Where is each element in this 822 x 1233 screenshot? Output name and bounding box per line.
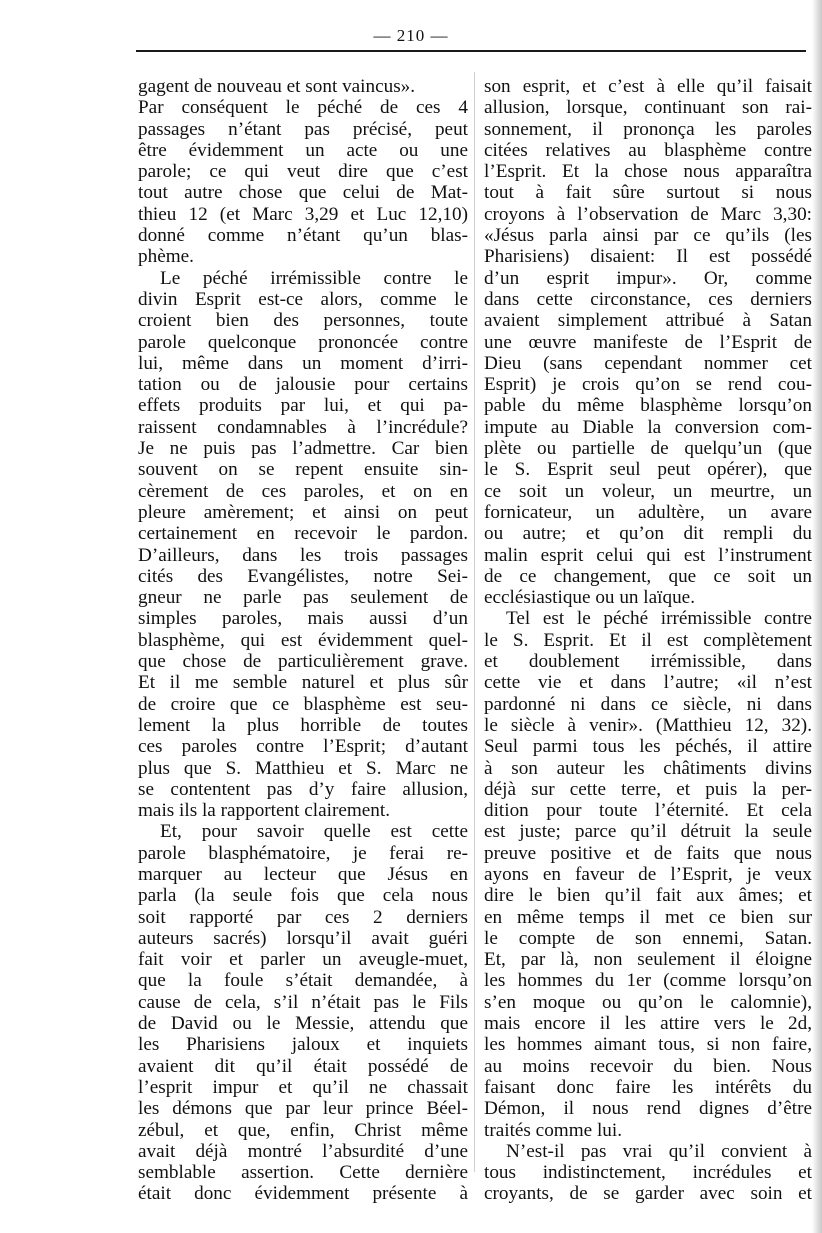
text-line: zébul, et que, enfin, Christ même — [138, 1119, 468, 1141]
text-line: auteurs sacrés) lorsqu’il avait guéri — [138, 927, 468, 949]
text-line: d’un esprit impur». Or, comme — [484, 267, 812, 289]
text-line: de croire que ce blasphème est seu- — [138, 693, 468, 715]
text-line: avaient simplement attribué à Satan — [484, 310, 812, 332]
text-line: passages n’étant pas précisé, peut — [138, 118, 468, 140]
text-line: le S. Esprit seul peut opérer), que — [484, 459, 812, 481]
text-line: tous indistinctement, incrédules et — [484, 1162, 812, 1184]
text-line: l’Esprit. Et la chose nous apparaîtra — [484, 161, 812, 183]
text-line: les Pharisiens jaloux et inquiets — [138, 1034, 468, 1056]
text-line: pable du même blasphème lorsqu’on — [484, 395, 812, 417]
text-line: Esprit) je crois qu’on se rend cou- — [484, 374, 812, 396]
text-line: citées relatives au blasphème contre — [484, 139, 812, 161]
text-line: tout autre chose que celui de Mat- — [138, 182, 468, 204]
text-line: dition pour toute l’éternité. Et cela — [484, 800, 812, 822]
text-line: le compte de son ennemi, Satan. — [484, 927, 812, 949]
text-line: effets produits par lui, et qui pa- — [138, 395, 468, 417]
text-line: plète ou partielle de quelqu’un (que — [484, 438, 812, 460]
text-line: déjà sur cette terre, et puis la per- — [484, 778, 812, 800]
text-line: le siècle à venir». (Matthieu 12, 32). — [484, 714, 812, 736]
text-line: faisant donc faire les intérêts du — [484, 1076, 812, 1098]
text-line: lui, même dans un moment d’irri- — [138, 352, 468, 374]
text-line: thieu 12 (et Marc 3,29 et Luc 12,10) — [138, 203, 468, 225]
text-line: certainement en recevoir le pardon. — [138, 523, 468, 545]
text-line: Par conséquent le péché de ces 4 — [138, 97, 468, 119]
text-line: sonnement, il prononça les paroles — [484, 118, 812, 140]
text-line: souvent on se repent ensuite sin- — [138, 459, 468, 481]
text-line: et doublement irrémissible, dans — [484, 651, 812, 673]
text-line: plus que S. Matthieu et S. Marc ne — [138, 757, 468, 779]
left-column — [138, 76, 468, 1205]
text-line: les hommes aimant tous, si non faire, — [484, 1034, 812, 1056]
text-line: ce soit un voleur, un meurtre, un — [484, 480, 812, 502]
text-line: parla (la seule fois que cela nous — [138, 885, 468, 907]
text-line: Le péché irrémissible contre le — [160, 267, 468, 289]
text-line: Démon, il nous rend dignes d’être — [484, 1098, 812, 1120]
text-line: une œuvre manifeste de l’Esprit de — [484, 331, 812, 353]
text-line: phème. — [138, 246, 194, 268]
text-line: donné comme n’étant qu’un blas- — [138, 225, 468, 247]
text-line: que la foule s’était demandée, à — [138, 970, 468, 992]
text-line: lement la plus horrible de toutes — [138, 714, 468, 736]
text-line: Et il me semble naturel et plus sûr — [138, 672, 468, 694]
text-line: simples paroles, mais aussi d’un — [138, 608, 468, 630]
header-rule — [136, 50, 806, 52]
text-line: tation ou de jalousie pour certains — [138, 374, 468, 396]
text-line: N’est-il pas vrai qu’il convient à — [506, 1140, 812, 1162]
text-line: cités des Evangélistes, notre Sei- — [138, 565, 468, 587]
text-line: mais encore il les attire vers le 2d, — [484, 1013, 812, 1035]
text-line: que chose de particulièrement grave. — [138, 651, 468, 673]
text-line: dire le bien qu’il fait aux âmes; et — [484, 885, 812, 907]
text-line: pleure amèrement; et ainsi on peut — [138, 501, 468, 523]
text-line: Je ne puis pas l’admettre. Car bien — [138, 438, 468, 460]
text-line: ou autre; et qu’on dit rempli du — [484, 523, 812, 545]
text-line: de David ou le Messie, attendu que — [138, 1013, 468, 1035]
text-line: les hommes du 1er (comme lorsqu’on — [484, 970, 812, 992]
text-line: ces paroles contre l’Esprit; d’autant — [138, 736, 468, 758]
text-line: raissent condamnables à l’incrédule? — [138, 416, 468, 438]
text-line: Dieu (sans cependant nommer cet — [484, 352, 812, 374]
text-line: son esprit, et c’est à elle qu’il faisait — [484, 76, 812, 97]
text-line: gneur ne parle pas seulement de — [138, 587, 468, 609]
text-line: en même temps il met ce bien sur — [484, 906, 812, 928]
text-line: blasphème, qui est évidemment quel- — [138, 629, 468, 651]
text-line: pardonné ni dans ce siècle, ni dans — [484, 693, 812, 715]
text-line: fait voir et parler un aveugle-muet, — [138, 949, 468, 971]
text-line: marquer au lecteur que Jésus en — [138, 863, 468, 885]
text-line: parole quelconque prononcée contre — [138, 331, 468, 353]
text-line: croient bien des personnes, toute — [138, 310, 468, 332]
text-line: au moins recevoir du bien. Nous — [484, 1055, 812, 1077]
text-line: Et, par là, non seulement il éloigne — [484, 949, 812, 971]
text-line: croyants, de se garder avec soin et — [484, 1183, 812, 1205]
page-number: — 210 — — [373, 26, 449, 45]
text-line: soit rapporté par ces 2 derniers — [138, 906, 468, 928]
text-line: était donc évidemment présente à — [138, 1183, 468, 1205]
text-line: cèrement de ces paroles, et on en — [138, 480, 468, 502]
text-line: traités comme lui. — [484, 1119, 623, 1141]
text-line: gagent de nouveau et sont vaincus». — [138, 76, 416, 97]
text-line: cause de cela, s’il n’était pas le Fils — [138, 991, 468, 1013]
text-line: semblable assertion. Cette dernière — [138, 1162, 468, 1184]
right-column — [484, 76, 812, 1205]
text-line: avaient dit qu’il était possédé de — [138, 1055, 468, 1077]
text-line: à son auteur les châtiments divins — [484, 757, 812, 779]
text-line: s’en moque ou qu’on le calomnie), — [484, 991, 812, 1013]
text-line: mais ils la rapportent clairement. — [138, 800, 391, 822]
text-line: est juste; parce qu’il détruit la seule — [484, 821, 812, 843]
text-line: ecclésiastique ou un laïque. — [484, 587, 695, 609]
text-line: de ce changement, que ce soit un — [484, 565, 812, 587]
text-line: ayons en faveur de l’Esprit, je veux — [484, 863, 812, 885]
text-line: l’esprit impur et qu’il ne chassait — [138, 1076, 468, 1098]
text-line: le S. Esprit. Et il est complètement — [484, 629, 812, 651]
text-line: divin Esprit est-ce alors, comme le — [138, 288, 468, 310]
text-line: preuve positive et de faits que nous — [484, 842, 812, 864]
text-line: avait déjà montré l’absurdité d’une — [138, 1140, 468, 1162]
text-line: Tel est le péché irrémissible contre — [506, 608, 812, 630]
text-line: Pharisiens) disaient: Il est possédé — [484, 246, 812, 268]
text-line: Seul parmi tous les péchés, il attire — [484, 736, 812, 758]
text-line: croyons à l’observation de Marc 3,30: — [484, 203, 812, 225]
text-line: malin esprit celui qui est l’instrument — [484, 544, 812, 566]
column-gutter — [474, 72, 475, 1172]
text-line: «Jésus parla ainsi par ce qu’ils (les — [484, 225, 812, 247]
text-line: tout à fait sûre surtout si nous — [484, 182, 812, 204]
text-line: Et, pour savoir quelle est cette — [160, 821, 468, 843]
text-line: cette vie et dans l’autre; «il n’est — [484, 672, 812, 694]
text-line: allusion, lorsque, continuant son rai- — [484, 97, 812, 119]
text-line: D’ailleurs, dans les trois passages — [138, 544, 468, 566]
text-line: impute au Diable la conversion com- — [484, 416, 812, 438]
text-line: fornicateur, un adultère, un avare — [484, 501, 812, 523]
text-line: se contentent pas d’y faire allusion, — [138, 778, 468, 800]
text-line: parole; ce qui veut dire que c’est — [138, 161, 468, 183]
text-line: être évidemment un acte ou une — [138, 139, 468, 161]
text-line: les démons que par leur prince Béel- — [138, 1098, 468, 1120]
page-edge-shadow — [812, 0, 822, 1233]
text-line: dans cette circonstance, ces derniers — [484, 288, 812, 310]
text-line: parole blasphématoire, je ferai re- — [138, 842, 468, 864]
